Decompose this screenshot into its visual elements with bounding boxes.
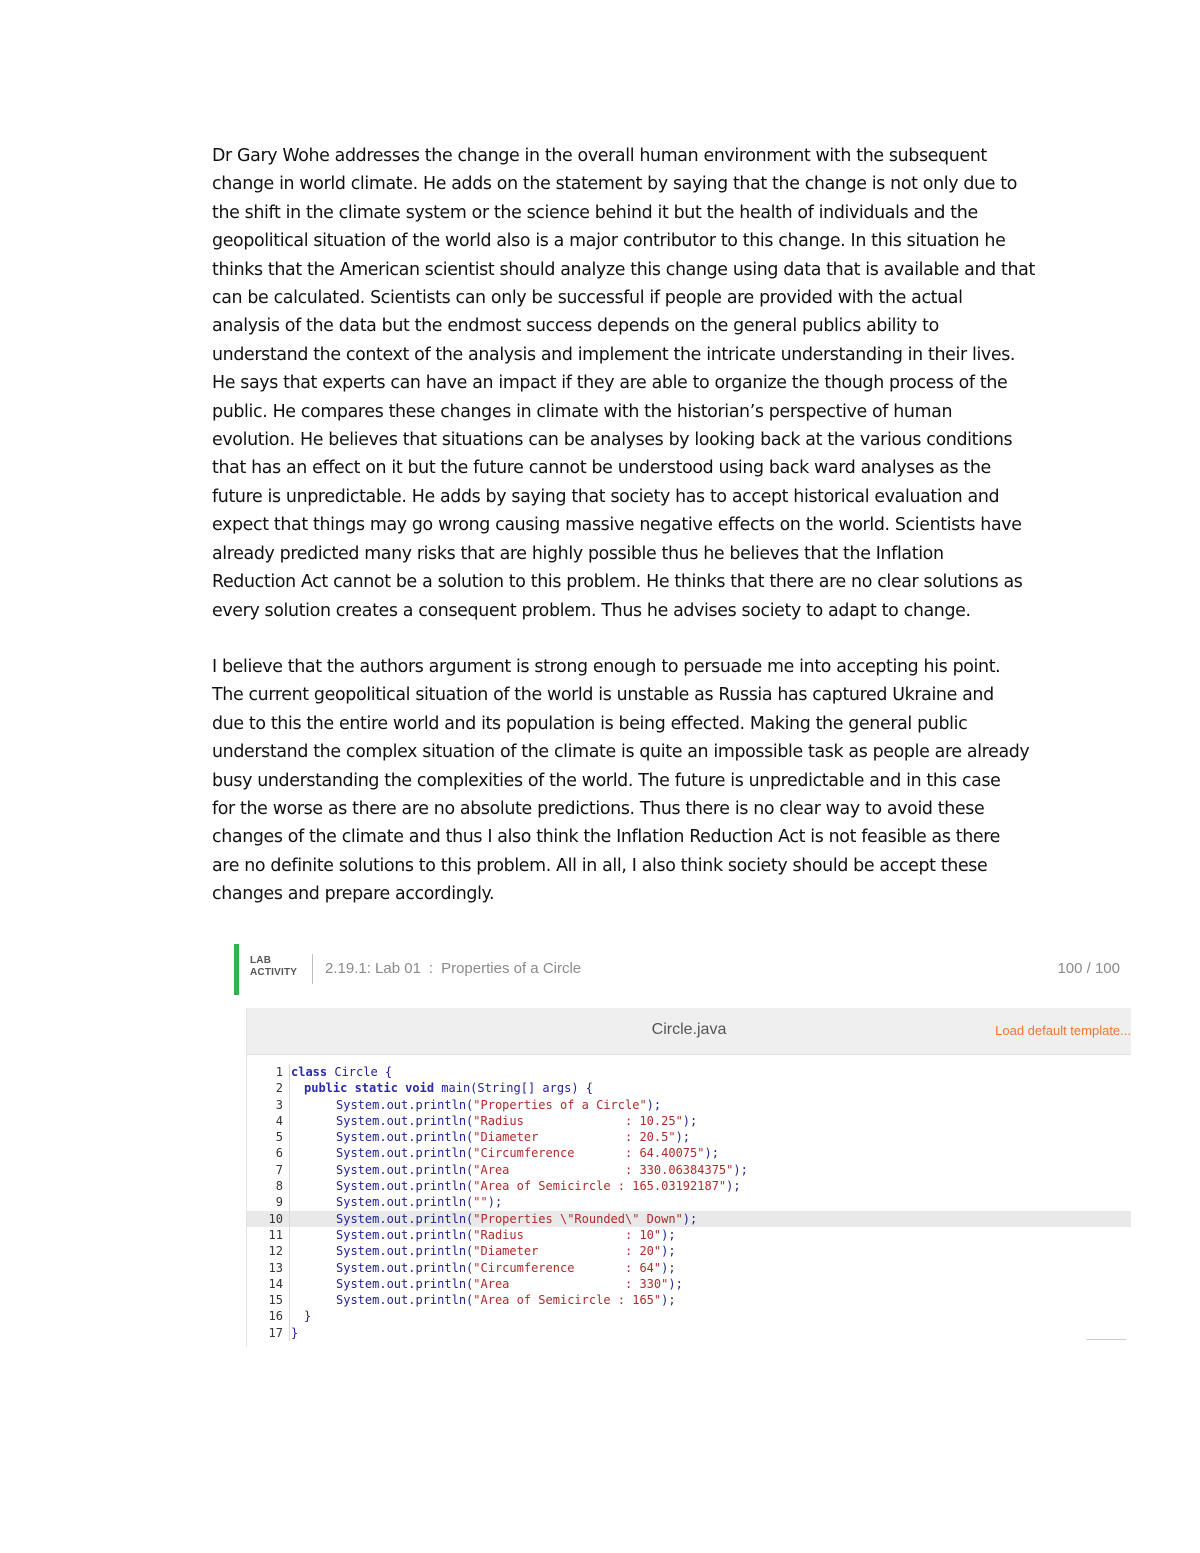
code-text [291,1145,719,1161]
gutter-divider [289,1064,290,1080]
line-number: 17 [268,1325,283,1340]
code-text [291,1194,502,1210]
code-token: ); [704,1146,719,1161]
code-editor[interactable] [246,1008,1130,1346]
lab-tag-line-2: ACTIVITY [250,967,298,978]
code-token: ); [668,1276,683,1291]
code-string: "Circumference : 64" [473,1260,662,1275]
text-line: geopolitical situation of the world also is a major contributor to this change. In this situation he [212,231,1006,252]
gutter-divider [289,1325,290,1341]
text-line: understand the context of the analysis and implement the intricate understanding in their lives. [212,344,1016,365]
code-token: System.out.println( [336,1162,474,1177]
code-string: "Area : 330" [473,1276,669,1291]
code-line[interactable] [247,1080,1131,1096]
line-number: 4 [275,1113,283,1128]
lab-activity-tag [250,955,297,979]
text-line: public. He compares these changes in climate with the historian’s perspective of human [212,401,953,422]
code-token: ); [487,1195,503,1210]
lab-number: 2.19.1: Lab 01 [325,960,421,977]
essay-paragraph-2 [212,653,1072,909]
gutter-divider [289,1243,290,1259]
code-line[interactable] [247,1243,1131,1259]
text-line: due to this the entire world and its population is being effected. Making the general public [212,713,968,734]
line-number: 16 [268,1309,283,1324]
code-text [291,1162,748,1178]
text-line: future is unpredictable. He adds by saying that society has to accept historical evaluation and [212,486,1000,507]
code-token: System.out.println( [336,1097,474,1112]
gutter-divider [289,1178,290,1194]
code-text [291,1292,676,1308]
code-string: "Properties of a Circle" [473,1097,647,1112]
code-text [291,1211,697,1227]
text-line: the shift in the climate system or the science behind it but the health of individuals and the [212,202,978,223]
gutter-divider [289,1080,290,1096]
code-token: System.out.println( [336,1227,474,1242]
line-number: 9 [275,1195,283,1210]
gutter-divider [289,1113,290,1129]
line-number: 1 [275,1065,283,1079]
code-line[interactable] [247,1276,1131,1292]
code-text [291,1129,690,1145]
code-line[interactable] [247,1113,1131,1129]
code-token: System.out.println( [336,1179,474,1194]
code-token: ); [661,1260,676,1275]
load-default-template-link[interactable]: Load default template... [995,1023,1131,1038]
gutter-divider [289,1308,290,1324]
line-number: 3 [275,1097,283,1112]
editor-resize-handle[interactable] [1086,1339,1126,1344]
text-line: He says that experts can have an impact if they are able to organize the though process of the [212,373,1008,394]
code-string: "Radius : 10" [473,1227,662,1242]
code-string: "Properties \"Rounded\" Down" [473,1211,683,1226]
code-token: ); [646,1097,662,1112]
code-token: System.out.println( [336,1211,474,1226]
code-string: "Diameter : 20" [473,1244,662,1259]
code-line[interactable] [247,1211,1131,1227]
code-token: ); [726,1179,741,1194]
essay [212,142,1072,909]
code-token: System.out.println( [336,1276,474,1291]
lab-score: 100 / 100 [1057,960,1120,977]
line-number: 15 [268,1293,283,1308]
line-number: 13 [268,1260,283,1275]
code-token: ); [675,1130,691,1145]
text-line: thinks that the American scientist should analyze this change using data that is available and that [212,259,1035,280]
editor-toolbar [247,1008,1131,1055]
gutter-divider [289,1097,290,1113]
text-line: expect that things may go wrong causing massive negative effects on the world. Scientists have [212,515,1022,536]
code-text [291,1113,697,1129]
code-string: "Area : 330.06384375" [473,1162,734,1177]
lab-tag-line-1: LAB [250,955,272,966]
lab-title [325,960,581,977]
lab-header [234,944,1130,995]
line-number: 14 [268,1276,283,1291]
code-text [291,1243,676,1259]
code-text [291,1325,298,1341]
lab-name: Properties of a Circle [441,960,582,977]
code-line[interactable] [247,1308,1131,1324]
line-number: 10 [268,1211,283,1226]
code-text [291,1080,593,1096]
line-number: 8 [275,1179,283,1194]
code-text [291,1227,676,1243]
gutter-divider [289,1162,290,1178]
code-text [291,1260,676,1276]
code-line[interactable] [247,1260,1131,1276]
code-line[interactable] [247,1227,1131,1243]
text-line: Reduction Act cannot be a solution to this problem. He thinks that there are no clear solutions as [212,572,1023,593]
line-number: 6 [275,1146,283,1161]
gutter-divider [289,1129,290,1145]
code-token: System.out.println( [336,1195,474,1210]
gutter-divider [289,1276,290,1292]
code-token: ); [661,1227,676,1242]
line-number: 2 [275,1081,283,1096]
text-line: change in world climate. He adds on the statement by saying that the change is not only due to [212,174,1017,195]
text-line: changes of the climate and thus I also think the Inflation Reduction Act is not feasible as there [212,827,1001,848]
gutter-divider [289,1260,290,1276]
text-line: can be calculated. Scientists can only be successful if people are provided with the actual [212,288,963,309]
code-token: System.out.println( [336,1260,474,1275]
text-line: already predicted many risks that are highly possible thus he believes that the Inflation [212,543,944,564]
code-text [291,1064,392,1080]
code-line[interactable] [247,1064,1131,1080]
code-token: } [304,1309,312,1324]
line-number: 5 [275,1130,283,1145]
text-line: busy understanding the complexities of the world. The future is unpredictable and in this case [212,770,1001,791]
code-string: "Area of Semicircle : 165.03192187" [473,1179,727,1194]
text-line: that has an effect on it but the future cannot be understood using back ward analyses as the [212,458,991,479]
text-line: analysis of the data but the endmost success depends on the general publics ability to [212,316,939,337]
line-number: 12 [268,1244,283,1259]
gutter-divider [289,1211,290,1227]
essay-paragraph-1 [212,142,1072,625]
gutter-divider [289,1227,290,1243]
code-line[interactable] [247,1194,1131,1210]
code-string: "" [473,1195,488,1210]
code-text [291,1276,683,1292]
code-line[interactable] [247,1097,1131,1113]
code-line[interactable] [247,1325,1131,1341]
gutter-divider [289,1194,290,1210]
code-text [291,1097,661,1113]
code-token: } [291,1325,299,1340]
code-token: System.out.println( [336,1244,474,1259]
gutter-divider [289,1292,290,1308]
text-line: Dr Gary Wohe addresses the change in the overall human environment with the subsequent [212,146,987,166]
text-line: for the worse as there are no absolute predictions. Thus there is no clear way to avoid these [212,798,985,819]
lab-title-separator: : [428,960,434,977]
code-string: "Diameter : 20.5" [473,1130,676,1145]
code-token: main(String[] args) { [434,1081,593,1096]
code-text [291,1308,311,1324]
text-line: changes and prepare accordingly. [212,884,495,905]
code-line[interactable] [247,1145,1131,1161]
lab-activity-screenshot [234,944,1130,1346]
line-number: 7 [275,1162,283,1177]
line-number: 11 [268,1227,283,1242]
text-line: every solution creates a consequent problem. Thus he advises society to adapt to change. [212,600,971,621]
text-line: The current geopolitical situation of the world is unstable as Russia has captured Ukraine and [212,685,994,706]
code-token: ); [661,1293,676,1308]
code-token: System.out.println( [336,1113,474,1128]
code-token: ); [682,1113,698,1128]
code-line[interactable] [247,1292,1131,1308]
code-token: ); [661,1244,676,1259]
paragraph-gap [212,625,1072,653]
code-string: "Area of Semicircle : 165" [473,1293,662,1308]
code-token: ); [682,1211,698,1226]
code-line[interactable] [247,1178,1131,1194]
text-line: evolution. He believes that situations can be analyses by looking back at the various conditions [212,430,1013,451]
text-line: I believe that the authors argument is strong enough to persuade me into accepting his point. [212,656,1001,677]
code-area[interactable] [247,1064,1131,1341]
code-token: System.out.println( [336,1146,474,1161]
code-string: "Circumference : 64.40075" [473,1146,705,1161]
code-token: System.out.println( [336,1293,474,1308]
code-token: Circle { [327,1065,393,1079]
header-divider [312,954,313,984]
code-token: System.out.println( [336,1130,474,1145]
text-line: are no definite solutions to this problem. All in all, I also think society should be accept these [212,855,988,876]
gutter-divider [289,1145,290,1161]
file-name: Circle.java [651,1021,727,1038]
text-line: understand the complex situation of the climate is quite an impossible task as people are already [212,742,1030,763]
code-text [291,1178,741,1194]
code-line[interactable] [247,1129,1131,1145]
code-keyword: class [291,1065,328,1079]
code-keyword: public static void [304,1081,435,1096]
code-line[interactable] [247,1162,1131,1178]
code-string: "Radius : 10.25" [473,1113,683,1128]
code-token: ); [733,1162,748,1177]
